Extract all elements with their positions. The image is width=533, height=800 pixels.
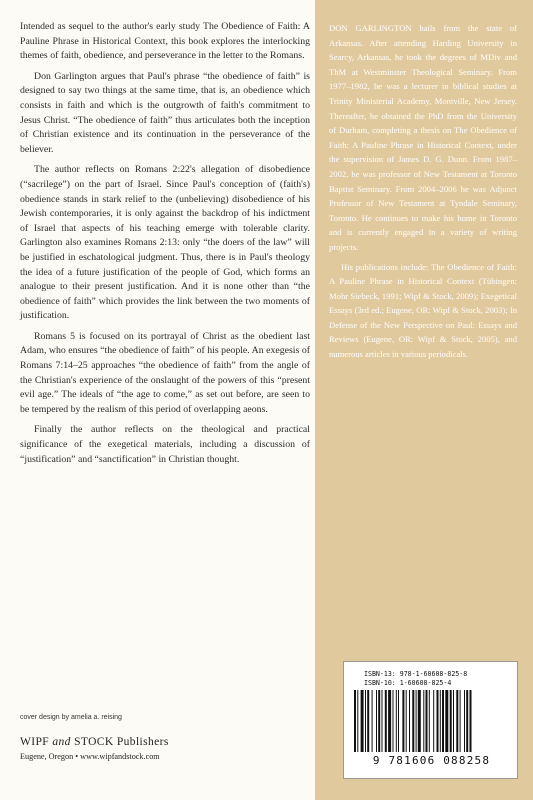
description-paragraph-4: Romans 5 is focused on its portrayal of Christ as the obedient last Adam, who ensures “the obedience of faith” of his people. An exegesis of Romans 7:14–25 approaches “the obedience of faith” from the angle of the Christian's experience of the onslaught of the powers of this “present evil age.” The ideals of “the age to come,” as set out before, are seen to be tempered by the realism of this period of overlapping aeons. [20,330,310,415]
publisher-name: WIPF [20,736,50,748]
barcode-bar [450,690,452,752]
barcode-bar [388,690,391,752]
barcode-bar [440,690,441,752]
publisher-logo [20,736,169,748]
barcode-bar [382,690,383,752]
barcode-bar [426,690,428,752]
barcode-bar [393,690,394,752]
barcode-bar [433,690,434,752]
barcode-bar [409,690,410,752]
barcode-bar [429,690,430,752]
barcode-box [343,661,518,779]
description-paragraph-3: The author reflects on Romans 2:22's allegation of disobedience (“sacrilege”) on the part of Israel. Since Paul's conception of (faith's) obedience stands in stark relief to the (unbelieving) disobedience of his Jewish contemporaries, it is only against the backdrop of his indictment of Israel that aspects of his teaching emerge with tolerable clarity. Garlington also examines Romans 2:13: only “the doers of the law” will be justified in eschatological judgment. Thus, there is in Paul's theology the idea of a future justification of the people of God, which forms an analogue to their present justification. And it is none other than “the obedience of faith” which provides the link between the two moments of justification. [20,164,310,322]
barcode-bar [376,690,377,752]
barcode-bar [398,690,399,752]
barcode-bar [464,690,465,752]
barcode-digits: 9 781606 088258 [372,754,491,767]
description-paragraph-1: Intended as sequel to the author's early study The Obedience of Faith: A Pauline Phrase in Historical Context, this book explores the interlocking themes of faith, obedience, and perseverance in the letter to the Romans. [20,21,310,62]
barcode-bar [445,690,448,752]
isbn10-label: ISBN-10: 1-60608-825-4 [364,679,452,687]
cover-design-credit: cover design by amelia a. reising [20,714,122,721]
barcode-bar [365,690,366,752]
publisher-rest: STOCK Publishers [74,736,169,748]
barcode-bar [453,690,454,752]
barcode-bar [442,690,444,752]
book-description [20,20,310,473]
barcode-bar [361,690,364,752]
description-paragraph-2: Don Garlington argues that Paul's phrase “the obedience of faith” is designed to say two things at the same time, that is, an obedience which consists in faith and which is the outgrowth of faith's commitment to Jesus Christ. “The obedience of faith” thus articulates both the inception of Christian existence and its continuation in the perseverance of the believer. [20,70,310,155]
barcode-bar [456,690,458,752]
barcode-bar [423,690,424,752]
barcode-bar [385,690,387,752]
barcode-bar [418,690,421,752]
bio-paragraph-2: His publications include: The Obedience of Faith: A Pauline Phrase in Historical Context (Tübingen: Mohr Siebeck, 1991; Wipf & Stock, 2009); Exegetical Essays (3rd ed.; Eugene, OR: Wipf & Stock, 2003); In Defense of the New Perspective on Paul: Essays and Reviews (Eugene, OR: Wipf & Stock, 2005), and numerous articles in various periodicals. [329,261,517,360]
barcode-bar [396,690,397,752]
barcode-bar [372,690,373,752]
barcode-bar [470,690,472,752]
bio-paragraph-1: DON GARLINGTON hails from the state of Arkansas. After attending Harding University in Searcy, Arkansas, he took the degrees of MDiv and ThM at Westminster Theological Seminary. From 1977–1982, he was a lecturer in biblical studies at Trinity Ministerial Academy, Montville, New Jersey. Thereafter, he obtained the PhD from the University of Durham, completing a thesis on The Obedience of Faith: A Pauline Phrase in Historical Context, under the supervision of James D. G. Dunn. From 1987–2002, he was professor of New Testament at Toronto Baptist Seminary. From 2004–2006 he was Adjunct Professor of New Testament at Tyndale Seminary, Toronto. He continues to make his home in Toronto and is currently engaged in a variety of writing projects. [329,23,517,252]
description-paragraph-5: Finally the author reflects on the theological and practical significance of the exegetical materials, including a discussion of “justification” and “sanctification” in Christian thought. [20,424,310,465]
barcode-bar [357,690,358,752]
barcode-bar [378,690,380,752]
isbn13-label: ISBN-13: 978-1-60608-825-8 [364,670,468,678]
barcode-bar [367,690,369,752]
barcode-bar [437,690,439,752]
publisher-and: and [52,736,71,748]
barcode-bars [354,690,509,752]
author-bio [329,21,517,367]
barcode-bar [354,690,356,752]
barcode-bar [460,690,461,752]
barcode-bar [466,690,468,752]
barcode-bar [406,690,407,752]
barcode-bar [402,690,404,752]
publisher-address: Eugene, Oregon • www.wipfandstock.com [20,752,160,761]
barcode-bar [412,690,414,752]
barcode-bar [416,690,417,752]
